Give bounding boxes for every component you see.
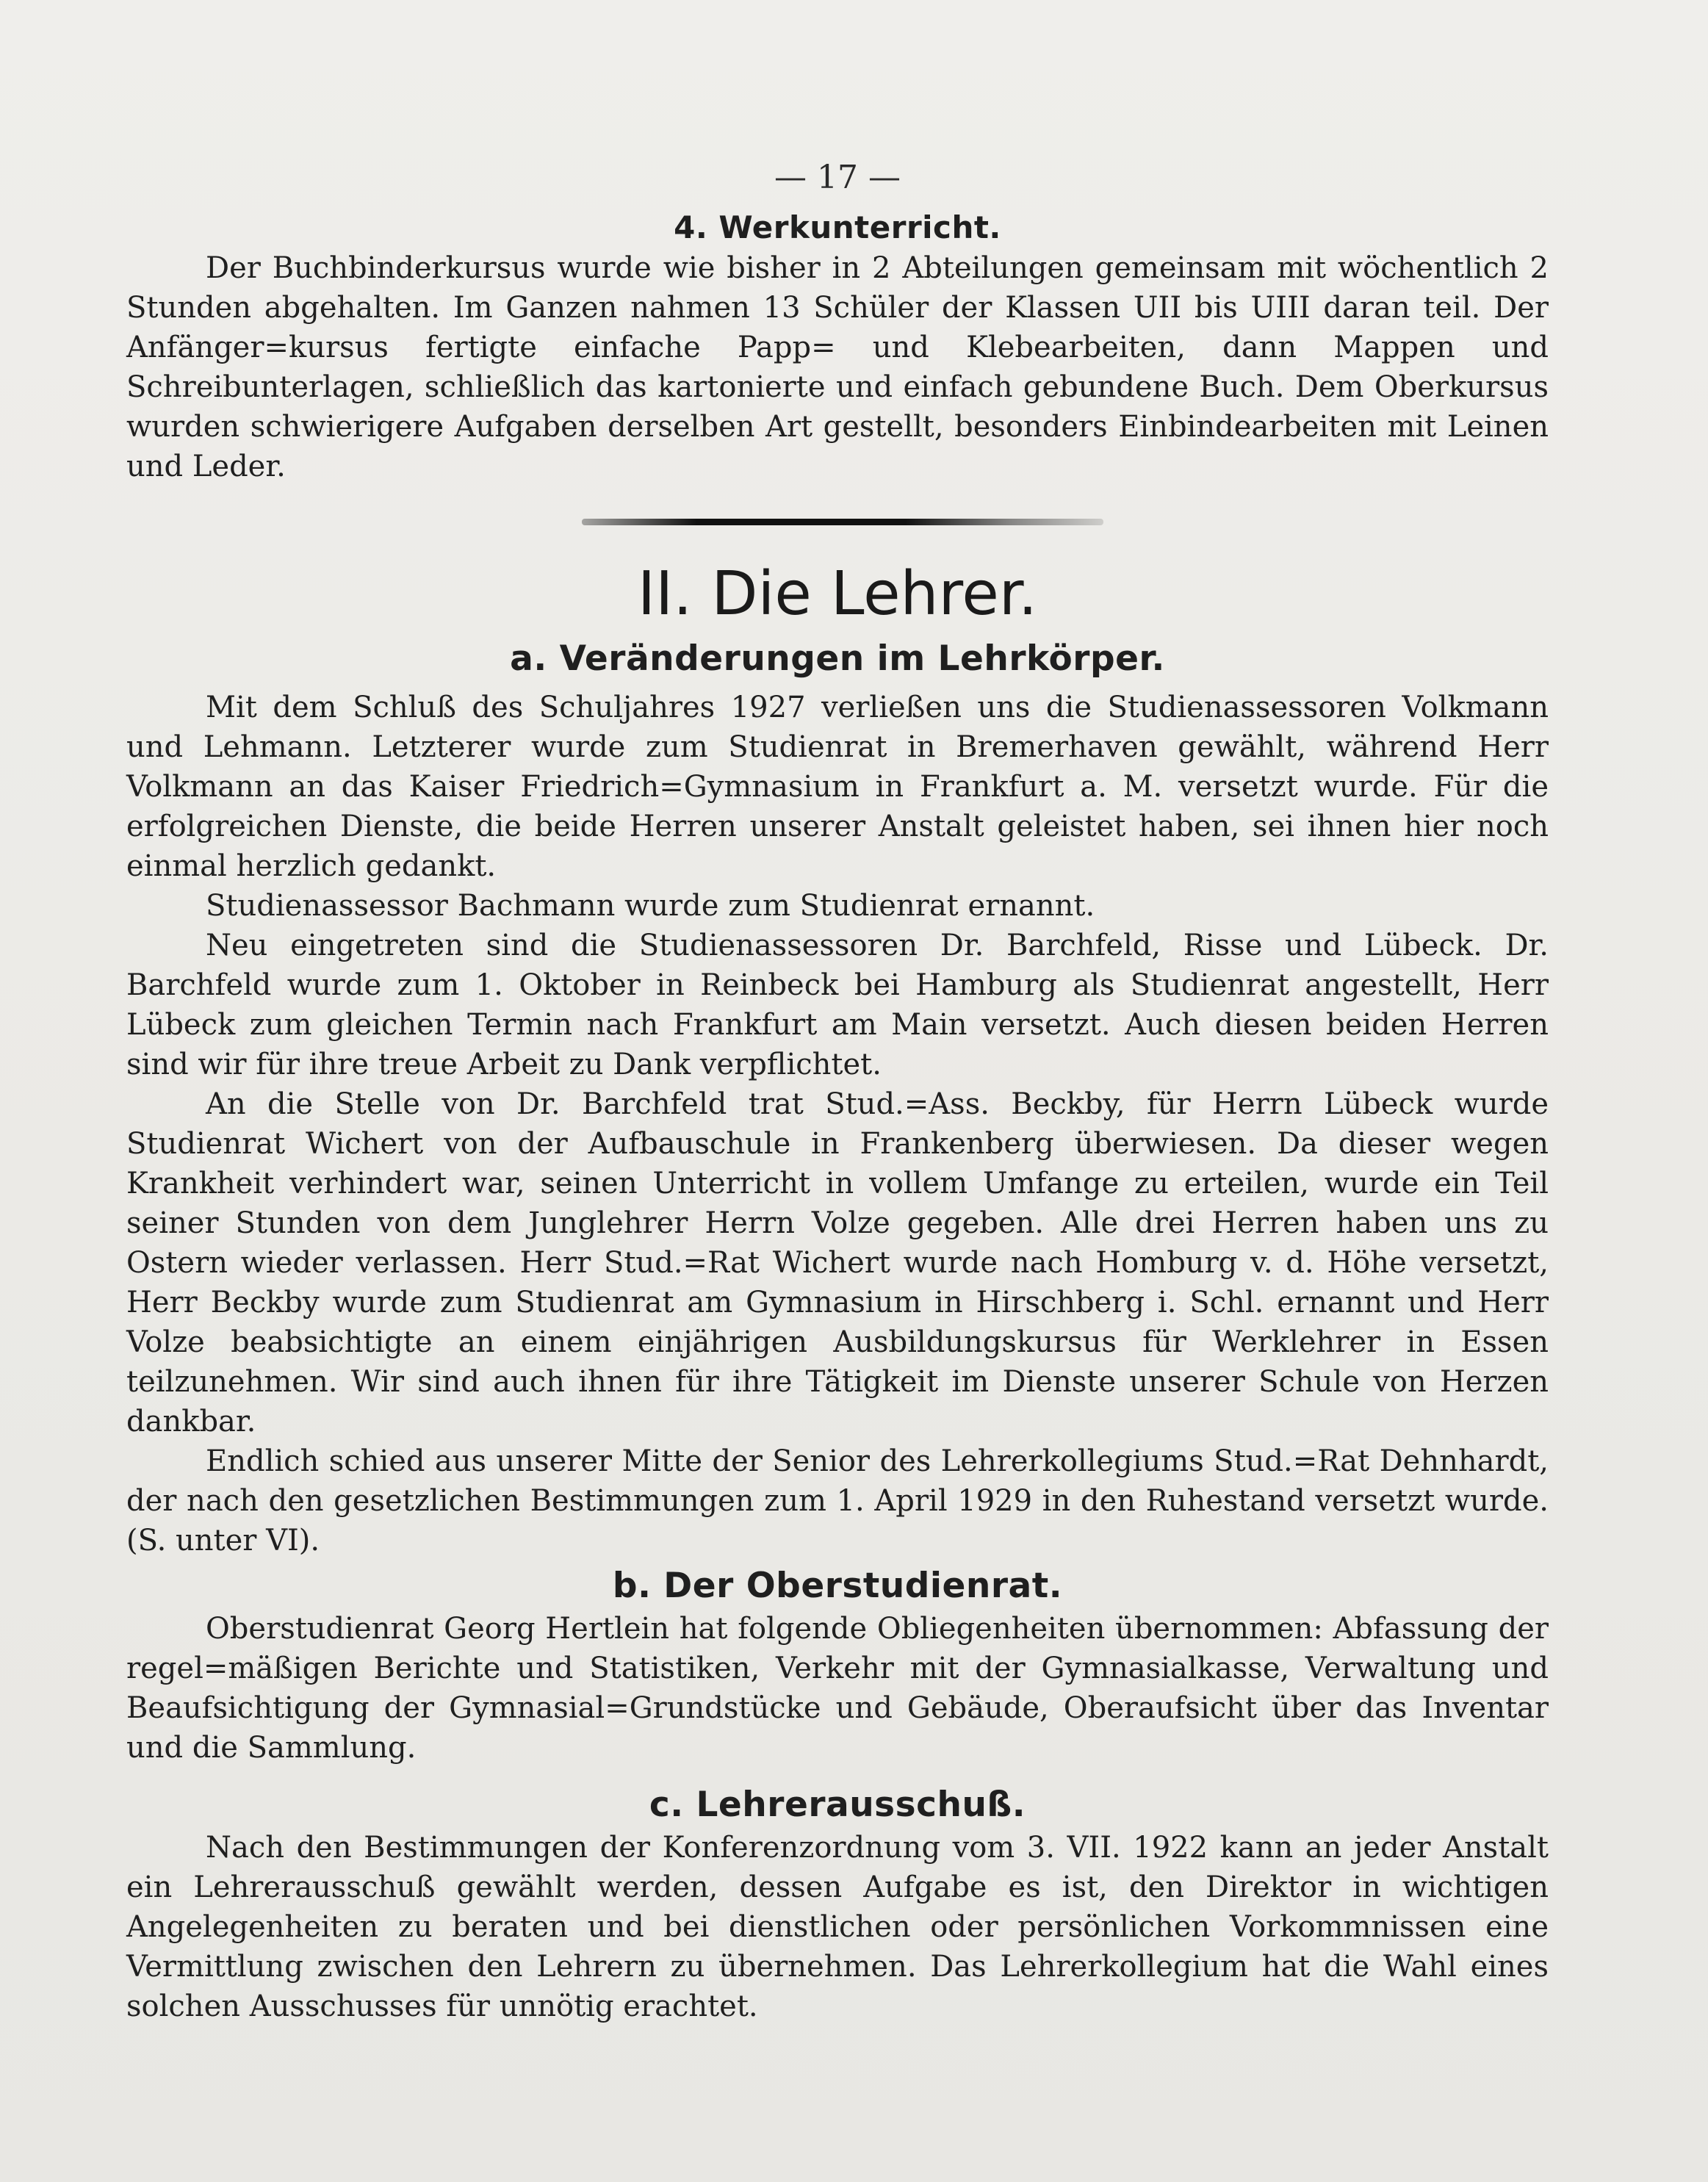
chapter-title: II. Die Lehrer. [637,559,1038,629]
section-c-heading: c. Lehrerausschuß. [649,1785,1026,1825]
werkunterricht-heading: 4. Werkunterricht. [674,209,1001,245]
section-a-heading: a. Veränderungen im Lehrkörper. [510,638,1165,679]
section-a-paragraph-3: Neu eingetreten sind die Studienassessoren Dr. Barchfeld, Risse und Lübeck. Dr. Barchfeld wurde zum 1. Oktober in Reinbeck bei Hamburg als Studienrat angestellt, Herr Lübeck zum gleichen Termin nach Frankfurt am Main versetzt. Auch diesen beiden Herren sind wir für ihre treue Arbeit zu Dank verpflichtet. [126,929,1549,1081]
werkunterricht-paragraph: Der Buchbinderkursus wurde wie bisher in 2 Abteilungen gemeinsam mit wöchentlich 2 Stunden abgehalten. Im Ganzen nahmen 13 Schüler der Klassen UII bis UIII daran teil. Der Anfänger=kursus fertigte einfache Papp= und Klebearbeiten, dann Mappen und Schreibunterlagen, schließlich das kartonierte und einfach gebundene Buch. Dem Oberkursus wurden schwierigere Aufgaben derselben Art gestellt, besonders Einbindearbeiten mit Leinen und Leder. [126,251,1549,483]
section-a-paragraph-2: Studienassessor Bachmann wurde zum Studienrat ernannt. [206,889,1095,923]
section-a-paragraph-4: An die Stelle von Dr. Barchfeld trat Stud.=Ass. Beckby, für Herrn Lübeck wurde Studienrat Wichert von der Aufbauschule in Frankenberg überwiesen. Da dieser wegen Krankheit verhindert war, seinen Unterricht in vollem Umfange zu erteilen, wurde ein Teil seiner Stunden von dem Junglehrer Herrn Volze gegeben. Alle drei Herren haben uns zu Ostern wieder verlassen. Herr Stud.=Rat Wichert wurde nach Homburg v. d. Höhe versetzt, Herr Beckby wurde zum Studienrat am Gymnasium in Hirschberg i. Schl. ernannt und Herr Volze beabsichtigte an einem einjährigen Ausbildungskursus für Werklehrer in Essen teilzunehmen. Wir sind auch ihnen für ihre Tätigkeit im Dienste unserer Schule von Herzen dankbar. [126,1087,1549,1439]
section-a-paragraph-5: Endlich schied aus unserer Mitte der Senior des Lehrerkollegiums Stud.=Rat Dehnhardt, der nach den gesetzlichen Bestimmungen zum 1. April 1929 in den Ruhestand versetzt wurde. (S. unter VI). [126,1444,1549,1558]
divider-rule [582,519,1103,525]
section-b-paragraph: Oberstudienrat Georg Hertlein hat folgende Obliegenheiten übernommen: Abfassung der regel=mäßigen Berichte und Statistiken, Verkehr mit der Gymnasialkasse, Verwaltung und Beaufsichtigung der Gymnasial=Grundstücke und Gebäude, Oberaufsicht über das Inventar und die Sammlung. [126,1612,1549,1765]
section-b-heading: b. Der Oberstudienrat. [612,1566,1063,1606]
section-divider [126,500,1549,544]
section-a-paragraph-1: Mit dem Schluß des Schuljahres 1927 verließen uns die Studienassessoren Volkmann und Lehmann. Letzterer wurde zum Studienrat in Bremerhaven gewählt, während Herr Volkmann an das Kaiser Friedrich=Gymnasium in Frankfurt a. M. versetzt wurde. Für die erfolgreichen Dienste, die beide Herren unserer Anstalt geleistet haben, sei ihnen hier noch einmal herzlich gedankt. [126,691,1549,883]
text-column [126,156,1549,2026]
page-number: — 17 — [774,159,901,196]
section-c-paragraph: Nach den Bestimmungen der Konferenzordnung vom 3. VII. 1922 kann an jeder Anstalt ein Lehrerausschuß gewählt werden, dessen Aufgabe es ist, den Direktor in wichtigen Angelegenheiten zu beraten und bei dienstlichen oder persönlichen Vorkommnissen eine Vermittlung zwischen den Lehrern zu übernehmen. Das Lehrerkollegium hat die Wahl eines solchen Ausschusses für unnötig erachtet. [126,1831,1549,2023]
